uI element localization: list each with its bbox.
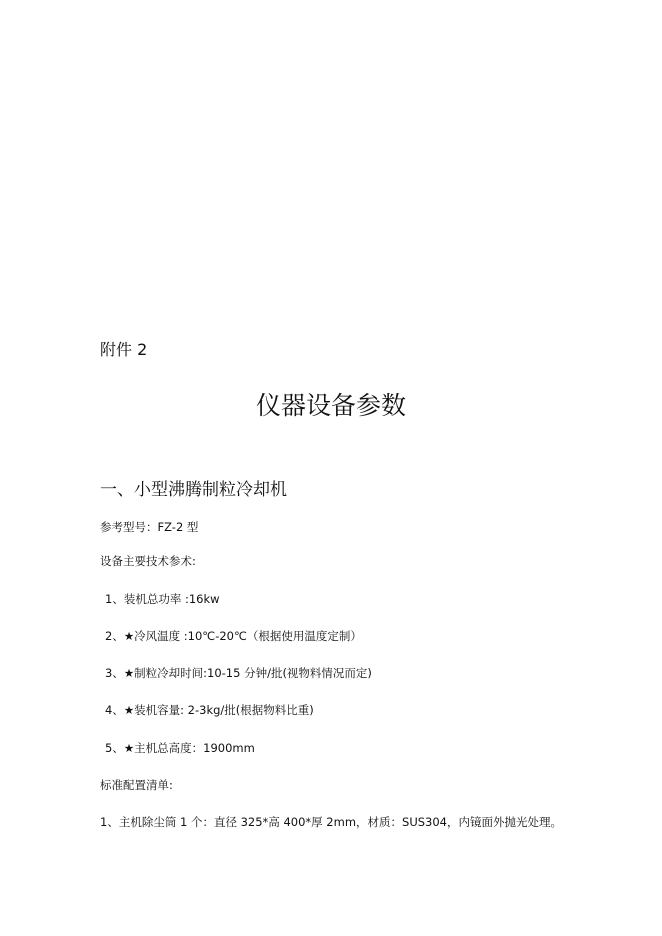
param-item: 5、★主机总高度：1900mm [105,741,255,755]
document-title-text: 仪器设备参数 [255,391,406,420]
attachment-label: 附件 2 [100,340,148,359]
section-heading: 一、小型沸腾制粒冷却机 [100,480,287,500]
model-line: 参考型号：FZ-2 型 [100,520,199,534]
param-item: 4、★装机容量: 2-3kg/批(根据物料比重) [105,703,314,717]
params-heading: 设备主要技术参术: [100,554,196,568]
param-item: 2、★冷风温度 :10℃-20℃（根据使用温度定制） [105,629,362,643]
document-title [0,390,662,422]
config-item: 1、主机除尘筒 1 个：直径 325*高 400*厚 2mm，材质：SUS304，内镜面外抛光处理。 [100,815,562,829]
param-item: 1、装机总功率 :16kw [105,592,220,606]
param-item: 3、★制粒冷却时间:10-15 分钟/批(视物料情况而定) [105,666,372,680]
config-heading: 标准配置清单: [100,778,173,792]
